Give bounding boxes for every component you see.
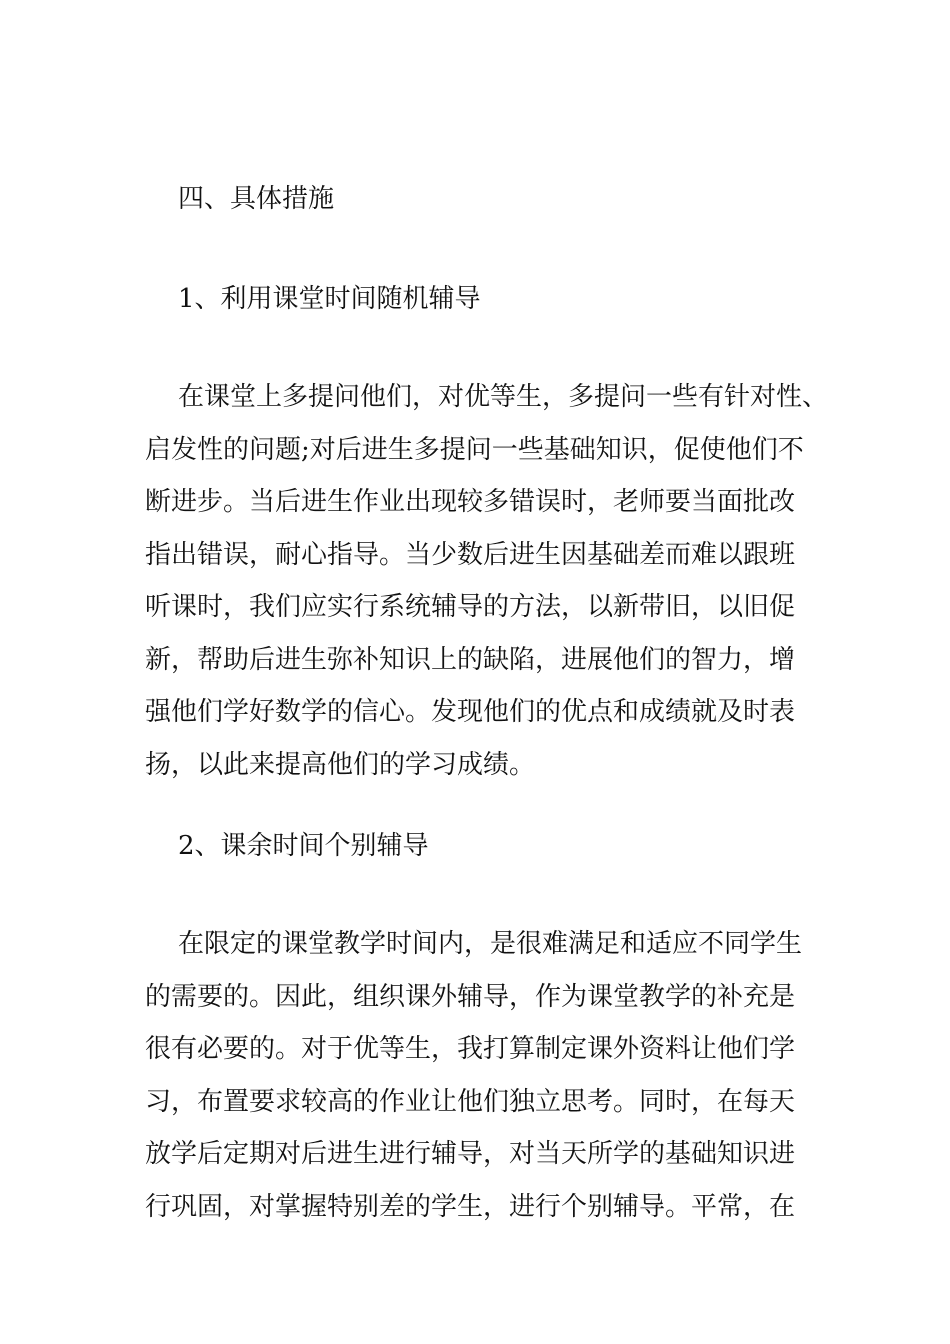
paragraph-line: 断进步。当后进生作业出现较多错误时，老师要当面批改 <box>145 487 796 517</box>
paragraph-line: 听课时，我们应实行系统辅导的方法，以新带旧，以旧促 <box>145 592 796 622</box>
paragraph-line: 扬，以此来提高他们的学习成绩。 <box>145 749 536 780</box>
paragraph-line: 习，布置要求较高的作业让他们独立思考。同时，在每天 <box>145 1086 796 1117</box>
paragraph-line: 新，帮助后进生弥补知识上的缺陷，进展他们的智力，增 <box>145 644 796 675</box>
paragraph-line: 在课堂上多提问他们，对优等生，多提问一些有针对性、 <box>178 382 829 412</box>
paragraph-line: 指出错误，耐心指导。当少数后进生因基础差而难以跟班 <box>145 539 796 570</box>
section-heading: 四、具体措施 <box>178 184 335 214</box>
item2-title: 2、课余时间个别辅导 <box>178 831 429 861</box>
item1-title: 1、利用课堂时间随机辅导 <box>178 284 481 314</box>
paragraph-line: 很有必要的。对于优等生，我打算制定课外资料让他们学 <box>145 1034 796 1064</box>
item1-paragraph <box>145 371 835 791</box>
paragraph-line: 在限定的课堂教学时间内，是很难满足和适应不同学生 <box>178 929 803 959</box>
paragraph-line: 强他们学好数学的信心。发现他们的优点和成绩就及时表 <box>145 697 796 727</box>
paragraph-line: 行巩固，对掌握特别差的学生，进行个别辅导。平常，在 <box>145 1191 796 1222</box>
paragraph-line: 启发性的问题;对后进生多提问一些基础知识，促使他们不 <box>145 434 804 465</box>
paragraph-line: 放学后定期对后进生进行辅导，对当天所学的基础知识进 <box>145 1139 796 1169</box>
paragraph-line: 的需要的。因此，组织课外辅导，作为课堂教学的补充是 <box>145 981 796 1012</box>
item2-paragraph <box>145 918 835 1233</box>
